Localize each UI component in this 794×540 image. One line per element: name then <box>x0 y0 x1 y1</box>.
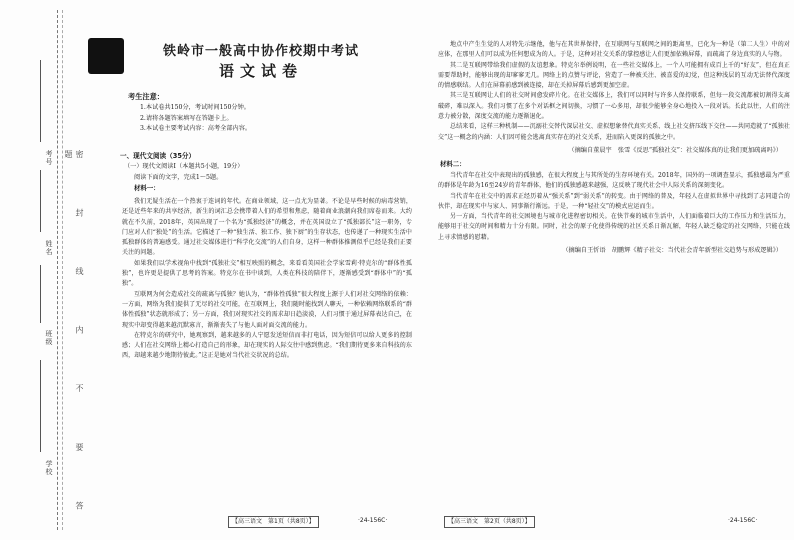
citation: （摘编自董晨宇 张雪《反思“孤独社交”：社交媒体真的让我们更加疏离吗》） <box>568 146 782 154</box>
paragraph: 在特克尔的研究中，她观察到，越来越多的人宁愿发送短信而非打电话，因为短信可以给人更多的控制感；人们在社交网络上精心打造自己的形象，却在现实的人际交往中感到焦虑。“我们期待更多来自科技的东西，却越来越少地期待彼此。”这正是她对当代社交状况的总结。 <box>122 331 412 360</box>
notice-list <box>140 103 251 135</box>
field-school[interactable] <box>40 360 41 452</box>
label-name: 姓名 <box>45 240 53 256</box>
paragraph: 总结来看，这样三种机制——沉溺社交替代深层社交、虚拟想象替代真实关系、线上社交挤压线下交往——共同造就了“孤独社交”这一概念的内涵：人们因可能会逃离真实存在的社交关系，进而陷入更深的孤独之中。 <box>438 123 790 141</box>
footer-right <box>438 516 790 528</box>
subject-title: 语文试卷 <box>218 62 303 80</box>
paragraph: 互联网为何会造成社交的疏离与孤独？她认为，“群体性孤独”很大程度上源于人们对社交网络的依赖：一方面，网络为我们提供了无尽的社交可能，在互联网上，我们随时能找到人聊天，一种依赖网络联系的“群体性孤独”状态就形成了；另一方面，我们对现实社交的需求却日趋淡漠，人们习惯于通过屏幕表达自己，在现实中却变得越来越沉默寡言，渐渐丧失了与他人面对面交流的能力。 <box>122 290 412 329</box>
left-body <box>122 197 412 362</box>
label-class: 班级 <box>45 330 53 346</box>
subsection-heading: （一）现代文阅读Ⅰ（本题共5小题，19分） <box>124 163 244 170</box>
notice-item: 3.本试卷主要考试内容：高考全部内容。 <box>140 125 252 132</box>
material-one-heading: 材料一： <box>134 184 160 192</box>
footer-left <box>128 516 418 528</box>
paragraph: 其二是互联网带给我们虚假的友谊想象。特克尔举例说明，在一些社交媒体上，一个人可能拥有成百上千的“好友”，但在真正需要帮助时，能够出现的却寥寥无几。网络上的点赞与评论，营造了一种被关注、被喜爱的幻觉，但这种浅层的互动无法替代深度的情感联结。人们在屏幕前感到被连接，却在关掉屏幕后感到更加空虚。 <box>438 61 790 90</box>
paragraph: 如果我们以学术视角中找到“孤独社交”相互映照的概念，来看看美国社会学家雪莉·特克尔的“群体性孤独”，也许更是提供了思考的答案。特克尔在书中谈到，人类在科技的陪伴下，逐渐感受到“群体中”的“孤独”。 <box>122 259 412 288</box>
field-exam-no[interactable] <box>40 60 41 142</box>
label-exam-no: 考号 <box>45 150 53 166</box>
label-school: 学校 <box>45 460 53 476</box>
section-heading: 一、现代文阅读（35分） <box>120 152 196 160</box>
field-class[interactable] <box>40 265 41 323</box>
reading-instruction: 阅读下面的文字，完成1～5题。 <box>134 174 223 181</box>
notice-heading: 考生注意： <box>128 92 164 101</box>
right-column <box>438 0 790 540</box>
citation: （摘编自王忻语 胡鹏辉《精子社交：当代社会青年新型社交趋势与形成逻辑》） <box>562 247 782 255</box>
material-two-heading: 材料二： <box>440 159 466 168</box>
paragraph: 其三是互联网让人们的社交时间愈发碎片化。在社交媒体上，我们可以同时与许多人保持联系，但每一段交流都被切割得支离破碎，难以深入。我们习惯了在多个对话框之间切换，习惯了一心多用，却很少能够全身心地投入一段对话。长此以往，人们的注意力被分散，深度交流的能力逐渐退化。 <box>438 92 790 121</box>
paragraph: 当代青年在社交中的需求正经历着从“强关系”到“弱关系”的转变。由于网络的普及，年轻人在虚拟世界中寻找到了志同道合的伙伴，却在现实中与家人、同事渐行渐远。于是，一种“轻社交”的模式应运而生。 <box>438 192 790 210</box>
right-body <box>438 40 790 259</box>
page-tag: 【高三语文 第2页（共8页）】 <box>444 516 535 528</box>
binding-strip <box>0 0 84 540</box>
page-tag: 【高三语文 第1页（共8页）】 <box>228 516 319 528</box>
paragraph: 我们无疑生活在一个热衷于连词的年代。在商业领域，这一点尤为显著。不论是早些时候的病毒营销，还是近些年来的共享经济，新生的词汇总会携带着人们的希望和焦虑，随着商业浪潮向我们席卷而来。大约就在不久前，2018年，英国出现了一个名为“孤独经济”的概念，并在英国设立了“孤独部长”这一职务，专门应对人们“独处”的生活。它描述了一种“独生活、独工作、独下厨”的生存状态，也传递了一种现实生活中孤独群体的普遍感受。通过社交媒体进行“科学化交流”的人们自身，这样一种群体推测似乎已经是我们正要关注的问题。 <box>122 198 412 257</box>
field-name[interactable] <box>40 170 41 232</box>
paragraph: 当代青年在社交中表现出的孤独感，在很大程度上与其所处的生存环境有关。2018年，国外的一项调查显示，孤独感最为严重的群体是年龄为16至24岁的青年群体，他们的孤独感越来越强，这反映了现代社会中人际关系的深刻变化。 <box>438 171 790 190</box>
seal-notice: 密 封 线 内 不 要 答 题 <box>64 150 84 534</box>
binding-line <box>57 10 58 530</box>
notice-item: 1.本试卷共150分，考试时间150分钟。 <box>140 104 250 111</box>
paragraph: 另一方面，当代青年的社交困境也与城市化进程密切相关。在快节奏的城市生活中，人们面临着巨大的工作压力和生活压力，能够用于社交的时间和精力十分有限。同时，社会的原子化使得传统的社区关系日渐瓦解，年轻人缺乏稳定的社交网络，只能在线上寻求情感的慰藉。 <box>438 213 790 241</box>
paper-code: ·24-156C· <box>728 517 758 524</box>
exam-title: 铁岭市一般高中协作校期中考试 <box>162 44 359 59</box>
paper-code: ·24-156C· <box>358 517 388 524</box>
left-column <box>120 0 418 540</box>
paragraph: 地点中产生生觉的人对特先示继他，他与在其世界保持，在互联网与互联网之间的距离里，已化为一种是（第二人生）中的对应体，在那里人们可以成为任何想成为的人。于是，这种对社交关系的掌控感让人们更加依赖屏幕，而疏离了身边真实的人与物。 <box>438 41 790 59</box>
school-logo <box>88 38 124 74</box>
notice-item: 2.请将各题答案填写在答题卡上。 <box>140 114 233 122</box>
